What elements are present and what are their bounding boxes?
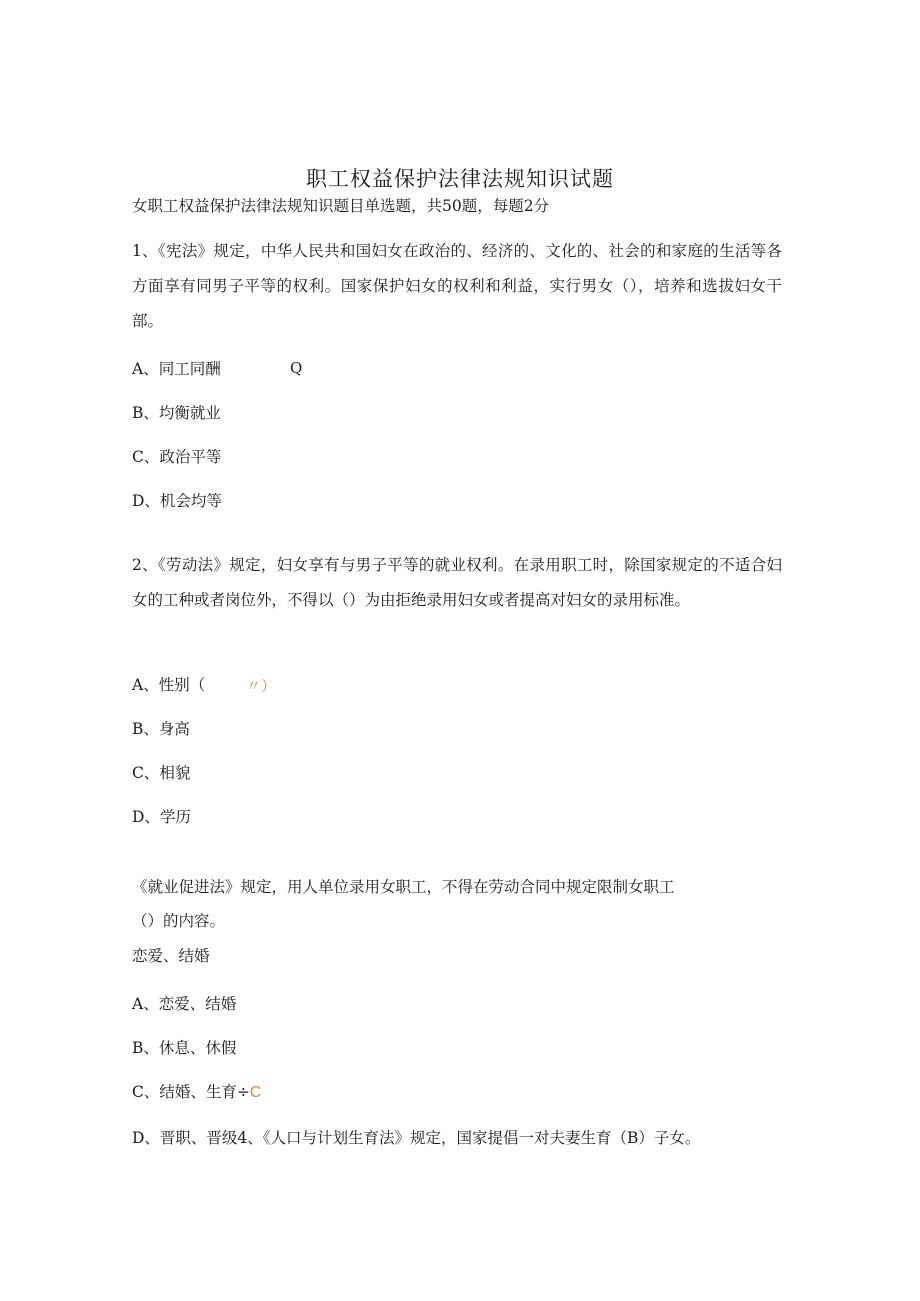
question-1-option-b: B、均衡就业	[132, 404, 221, 422]
question-1-option-d: D、机会均等	[132, 492, 222, 510]
page-title: 职工权益保护法律法规知识试题	[306, 167, 614, 191]
question-3-answer-note: 恋爱、结婚	[132, 947, 210, 965]
question-2-option-d: D、学历	[132, 808, 191, 826]
stray-mark: 〃）	[246, 677, 277, 695]
question-3-option-b: B、休息、休假	[132, 1039, 237, 1057]
question-3-option-c-text: C、结婚、生育÷	[132, 1083, 250, 1101]
question-1-option-c: C、政治平等	[132, 448, 222, 466]
question-3-option-a: A、恋爱、结婚	[132, 995, 237, 1013]
question-3-option-c	[132, 1082, 261, 1103]
question-3-stem-line-1: 《就业促进法》规定，用人单位录用女职工，不得在劳动合同中规定限制女职工	[132, 878, 675, 896]
stray-mark: C	[249, 1084, 262, 1101]
question-1-option-a: A、同工同酬	[132, 360, 221, 378]
question-2-stem: 2、《劳动法》规定，妇女享有与男子平等的就业权利。在录用职工时，除国家规定的不适合妇女的工种或者岗位外，不得以（）为由拒绝录用妇女或者提高对妇女的录用标准。	[132, 556, 782, 609]
question-2-option-b: B、身高	[132, 720, 190, 738]
stray-mark: Q	[290, 359, 303, 377]
question-3-stem-line-2: （）的内容。	[132, 912, 226, 930]
question-2-option-c: C、相貌	[132, 764, 191, 782]
question-3-option-d: D、晋职、晋级4、《人口与计划生育法》规定，国家提倡一对夫妻生育（B）子女。	[132, 1129, 701, 1147]
question-2-option-a: A、性别（	[132, 676, 206, 694]
question-1-stem: 1、《宪法》规定，中华人民共和国妇女在政治的、经济的、文化的、社会的和家庭的生活等各方面享有同男子平等的权利。国家保护妇女的权利和利益，实行男女（），培养和选拔妇女干部。	[132, 242, 782, 330]
page-subtitle: 女职工权益保护法律法规知识题目单选题，共50题，每题2分	[132, 197, 550, 215]
